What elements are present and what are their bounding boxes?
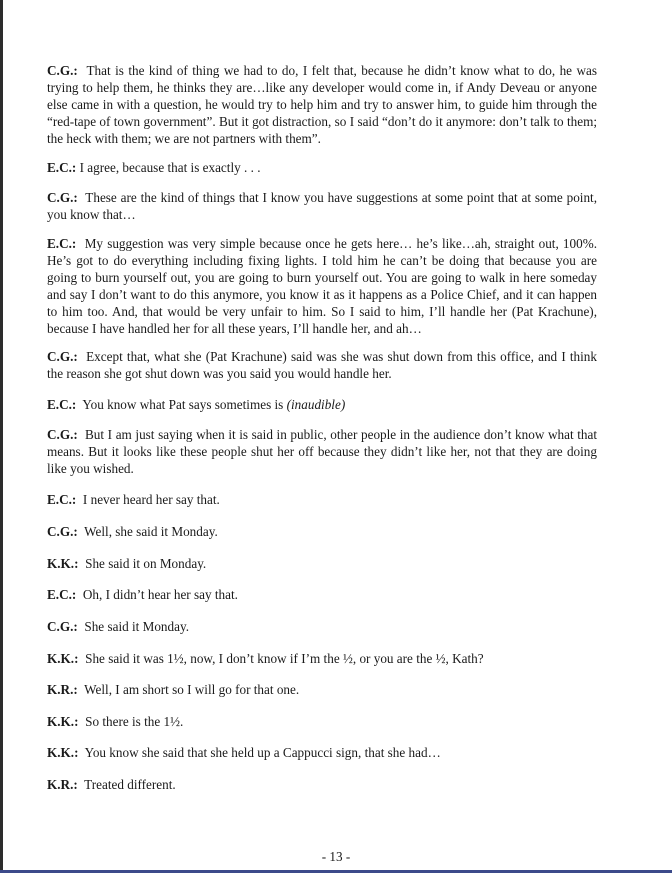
transcript-paragraph bbox=[47, 189, 597, 223]
utterance-text: So there is the 1½. bbox=[85, 714, 184, 729]
utterance-text: Well, I am short so I will go for that one. bbox=[84, 682, 300, 697]
speaker-label: E.C.: bbox=[47, 492, 77, 507]
inaudible-note: (inaudible) bbox=[286, 397, 346, 412]
utterance-text: I agree, because that is exactly . . . bbox=[79, 160, 261, 175]
transcript-paragraph bbox=[47, 586, 597, 603]
speaker-label: K.K.: bbox=[47, 714, 79, 729]
transcript-paragraph bbox=[47, 681, 597, 698]
utterance-text: I never heard her say that. bbox=[82, 492, 220, 507]
utterance-text: That is the kind of thing we had to do, I felt that, because he didn’t know what to do, he was trying to help them, he thinks they are…like any developer would come in, if Andy Deveau or anyone else came in with a question, he would try to help him and try to answer him, to guide him through the “red-tape of town government”. But it got distraction, so I said “don’t do it anymore: don’t talk to them; the heck with them; we are not partners with them”. bbox=[47, 63, 597, 146]
transcript-paragraph bbox=[47, 62, 597, 147]
speaker-label: E.C.: bbox=[47, 236, 77, 251]
scan-edge-left bbox=[0, 0, 3, 873]
transcript-paragraph bbox=[47, 555, 597, 572]
utterance-text: These are the kind of things that I know you have suggestions at some point that at some point, you know that… bbox=[47, 190, 598, 222]
speaker-label: E.C.: bbox=[47, 160, 77, 175]
transcript-paragraph bbox=[47, 396, 597, 413]
page-number: - 13 - bbox=[321, 849, 351, 864]
utterance-text: But I am just saying when it is said in public, other people in the audience don’t know what that means. But it looks like these people shut her off because they didn’t like her, not that they are doing like you wished. bbox=[47, 427, 597, 476]
transcript-paragraph bbox=[47, 776, 597, 793]
transcript-paragraph bbox=[47, 713, 597, 730]
speaker-label: K.R.: bbox=[47, 682, 78, 697]
utterance-text: She said it Monday. bbox=[84, 619, 190, 634]
speaker-label: C.G.: bbox=[47, 619, 78, 634]
speaker-label: C.G.: bbox=[47, 427, 78, 442]
speaker-label: C.G.: bbox=[47, 349, 78, 364]
utterance-text: You know what Pat says sometimes is bbox=[82, 397, 284, 412]
transcript-paragraph bbox=[47, 159, 597, 176]
transcript-paragraph bbox=[47, 618, 597, 635]
speaker-label: E.C.: bbox=[47, 397, 77, 412]
utterance-text: My suggestion was very simple because once he gets here… he’s like…ah, straight out, 100%. He’s got to do everything including fixing lights. I told him he can’t be doing that because you are going to burn yourself out, you are going to burn yourself out. You are going to walk in here someday and say I don’t want to do this anymore, you know it as it happens as a Police Chief, and it can happen to him too. And, that would be very unfair to him. So I said to him, I’ll handle her (Pat Krachune), because I have handled her for all these years, I’ll handle her, and ah… bbox=[47, 236, 597, 336]
speaker-label: K.K.: bbox=[47, 745, 79, 760]
utterance-text: She said it was 1½, now, I don’t know if I’m the ½, or you are the ½, Kath? bbox=[85, 651, 484, 666]
utterance-text: Oh, I didn’t hear her say that. bbox=[82, 587, 238, 602]
utterance-text: You know she said that she held up a Cappucci sign, that she had… bbox=[84, 745, 441, 760]
utterance-text: Treated different. bbox=[84, 777, 176, 792]
utterance-text: Except that, what she (Pat Krachune) said was she was shut down from this office, and I think the reason she got shut down was you said you would handle her. bbox=[47, 349, 597, 381]
speaker-label: K.K.: bbox=[47, 651, 79, 666]
utterance-text: She said it on Monday. bbox=[85, 556, 207, 571]
speaker-label: C.G.: bbox=[47, 524, 78, 539]
transcript-paragraph bbox=[47, 235, 597, 337]
transcript-paragraph bbox=[47, 523, 597, 540]
transcript-paragraph bbox=[47, 491, 597, 508]
transcript-paragraph bbox=[47, 650, 597, 667]
speaker-label: K.R.: bbox=[47, 777, 78, 792]
utterance-text: Well, she said it Monday. bbox=[84, 524, 218, 539]
speaker-label: E.C.: bbox=[47, 587, 77, 602]
speaker-label: C.G.: bbox=[47, 190, 78, 205]
transcript-paragraph bbox=[47, 426, 597, 477]
transcript-paragraph bbox=[47, 348, 597, 382]
transcript-paragraph bbox=[47, 744, 597, 761]
speaker-label: K.K.: bbox=[47, 556, 79, 571]
speaker-label: C.G.: bbox=[47, 63, 78, 78]
